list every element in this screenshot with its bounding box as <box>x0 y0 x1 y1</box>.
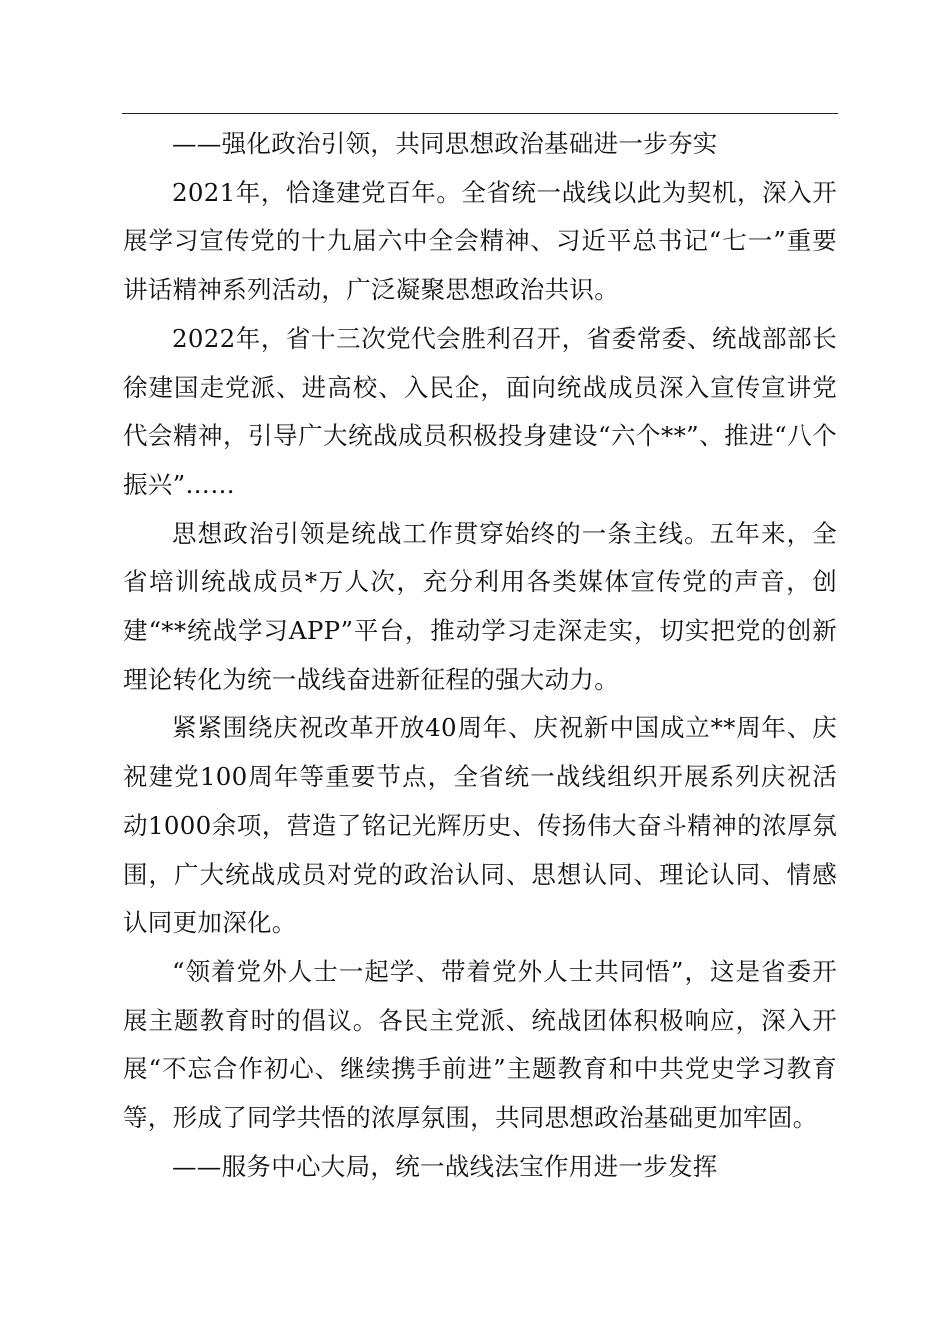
paragraph: 2022年，省十三次党代会胜利召开，省委常委、统战部部长徐建国走党派、进高校、入民企，面向统战成员深入宣传宣讲党代会精神，引导广大统战成员积极投身建设“六个**”、推进“八个振兴”…… <box>123 323 837 499</box>
paragraph: “领着党外人士一起学、带着党外人士共同悟”，这是省委开展主题教育时的倡议。各民主党派、统战团体积极响应，深入开展“不忘合作初心、继续携手前进”主题教育和中共党史学习教育等，形成了同学共悟的浓厚氛围，共同思想政治基础更加牢固。 <box>123 956 837 1133</box>
paragraph: 紧紧围绕庆祝改革开放40周年、庆祝新中国成立**周年、庆祝建党100周年等重要节点，全省统一战线组织开展系列庆祝活动1000余项，营造了铭记光辉历史、传扬伟大奋斗精神的浓厚氛围，广大统战成员对党的政治认同、思想认同、理论认同、情感认同更加深化。 <box>123 713 837 938</box>
header-rule <box>122 113 838 114</box>
section-heading: ——服务中心大局，统一战线法宝作用进一步发挥 <box>172 1151 718 1181</box>
paragraph: 思想政治引领是统战工作贯穿始终的一条主线。五年来，全省培训统战成员*万人次，充分利用各类媒体宣传党的声音，创建“**统战学习APP”平台，推动学习走深走实，切实把党的创新理论转化为统一战线奋进新征程的强大动力。 <box>123 518 837 694</box>
document-body <box>123 120 837 1191</box>
paragraph: 2021年，恰逢建党百年。全省统一战线以此为契机，深入开展学习宣传党的十九届六中全会精神、习近平总书记“七一”重要讲话精神系列活动，广泛凝聚思想政治共识。 <box>123 177 837 305</box>
section-heading: ——强化政治引领，共同思想政治基础进一步夯实 <box>172 129 718 158</box>
